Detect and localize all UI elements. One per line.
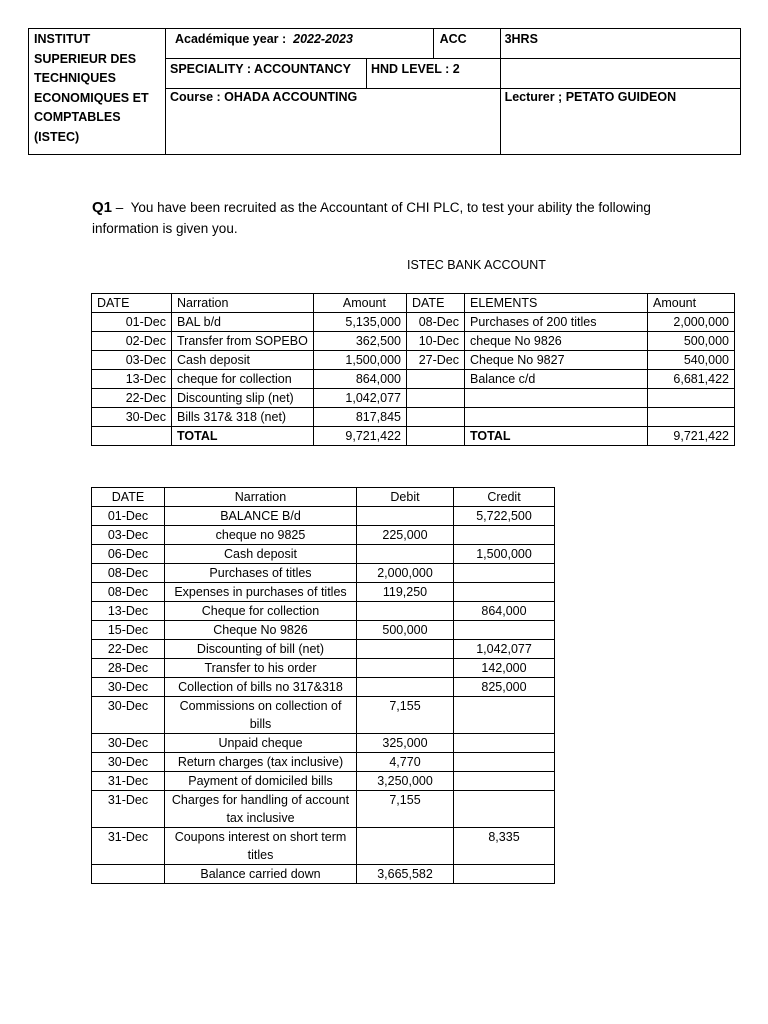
bank-cell: cheque for collection [172,370,314,389]
hnd-level-cell: HND LEVEL : 2 [367,59,501,89]
bank-cell: 500,000 [648,332,735,351]
academic-year-label: Académique year : [175,32,287,46]
statement-cell: Payment of domiciled bills [165,772,357,791]
bank-cell: 27-Dec [407,351,465,370]
table-row [92,351,735,370]
table-row [92,828,555,865]
bank-header-cell: DATE [92,294,172,313]
statement-cell [454,564,555,583]
statement-cell: 03-Dec [92,526,165,545]
bank-cell: Transfer from SOPEBO [172,332,314,351]
statement-header-cell: DATE [92,488,165,507]
table-row [92,678,555,697]
bank-cell [648,408,735,427]
table-row [92,734,555,753]
table-row [92,389,735,408]
bank-total-label: TOTAL [172,427,314,446]
table-row [92,332,735,351]
bank-header-cell: Narration [172,294,314,313]
statement-cell: 3,665,582 [357,865,454,884]
statement-cell: 28-Dec [92,659,165,678]
statement-cell [454,865,555,884]
statement-cell: 1,042,077 [454,640,555,659]
statement-cell [454,621,555,640]
bank-header-cell: Amount [314,294,407,313]
table-row [92,621,555,640]
bank-cell: 362,500 [314,332,407,351]
statement-cell [454,753,555,772]
academic-year-value: 2022-2023 [293,32,353,46]
statement-cell: 31-Dec [92,791,165,828]
bank-cell: 08-Dec [407,313,465,332]
statement-cell: 119,250 [357,583,454,602]
bank-cell [92,427,172,446]
bank-cell: Discounting slip (net) [172,389,314,408]
bank-cell: 03-Dec [92,351,172,370]
bank-cell: 13-Dec [92,370,172,389]
statement-cell [454,772,555,791]
bank-cell: cheque No 9826 [465,332,648,351]
bank-cell [648,389,735,408]
table-row [92,865,555,884]
table-row [92,640,555,659]
statement-cell: 06-Dec [92,545,165,564]
bank-cell: Bills 317& 318 (net) [172,408,314,427]
statement-cell [454,791,555,828]
statement-cell: 2,000,000 [357,564,454,583]
statement-cell: Unpaid cheque [165,734,357,753]
bank-cell: Cash deposit [172,351,314,370]
statement-cell: 30-Dec [92,753,165,772]
statement-cell [357,602,454,621]
statement-cell: 15-Dec [92,621,165,640]
bank-cell: 540,000 [648,351,735,370]
question-body: You have been recruited as the Accountant of CHI PLC, to test your ability the following information is given you. [92,200,651,236]
table-row [92,564,555,583]
table-row [92,753,555,772]
statement-cell: 500,000 [357,621,454,640]
table-row [92,408,735,427]
bank-cell [465,389,648,408]
statement-cell: Expenses in purchases of titles [165,583,357,602]
bank-account-title: ISTEC BANK ACCOUNT [407,258,546,272]
statement-cell: Balance carried down [165,865,357,884]
statement-cell [357,640,454,659]
statement-cell [454,526,555,545]
table-row [92,370,735,389]
statement-cell: 30-Dec [92,734,165,753]
acc-cell: ACC [433,29,500,59]
table-row [92,772,555,791]
duration-cell: 3HRS [500,29,740,59]
statement-cell [357,659,454,678]
lecturer-cell: Lecturer ; PETATO GUIDEON [500,89,740,155]
statement-cell: 13-Dec [92,602,165,621]
bank-cell: 6,681,422 [648,370,735,389]
statement-cell [454,697,555,734]
statement-cell: Cheque for collection [165,602,357,621]
bank-cell: 30-Dec [92,408,172,427]
bank-account-table [91,293,735,446]
statement-cell: 864,000 [454,602,555,621]
statement-cell: Collection of bills no 317&318 [165,678,357,697]
statement-cell: 225,000 [357,526,454,545]
statement-cell: 142,000 [454,659,555,678]
bank-cell: Cheque No 9827 [465,351,648,370]
statement-cell: cheque no 9825 [165,526,357,545]
bank-header-row [92,294,735,313]
statement-cell: Return charges (tax inclusive) [165,753,357,772]
statement-cell: 30-Dec [92,678,165,697]
question-dash: – [115,200,124,215]
statement-body [92,507,555,884]
statement-header-cell: Narration [165,488,357,507]
course-cell: Course : OHADA ACCOUNTING [166,89,501,155]
bank-cell: 2,000,000 [648,313,735,332]
statement-cell: Charges for handling of account tax inclusive [165,791,357,828]
statement-cell: 825,000 [454,678,555,697]
statement-cell: 7,155 [357,697,454,734]
bank-cell: 1,042,077 [314,389,407,408]
statement-cell: 1,500,000 [454,545,555,564]
statement-cell: Cash deposit [165,545,357,564]
bank-cell: 864,000 [314,370,407,389]
bank-cell: 817,845 [314,408,407,427]
table-row [92,791,555,828]
question-text-block [92,197,652,239]
bank-total-amount: 9,721,422 [648,427,735,446]
statement-header-cell: Credit [454,488,555,507]
statement-cell [357,507,454,526]
question-number: Q1 [92,199,113,216]
table-row [92,602,555,621]
bank-cell [407,389,465,408]
academic-year-cell [166,29,434,59]
statement-cell: 4,770 [357,753,454,772]
statement-cell: Coupons interest on short term titles [165,828,357,865]
statement-cell [357,828,454,865]
bank-statement-table [91,487,555,884]
bank-total-label: TOTAL [465,427,648,446]
bank-total-row [92,427,735,446]
bank-cell: 10-Dec [407,332,465,351]
statement-cell: 5,722,500 [454,507,555,526]
statement-cell: 325,000 [357,734,454,753]
bank-cell: Balance c/d [465,370,648,389]
statement-cell: 08-Dec [92,564,165,583]
statement-cell: 31-Dec [92,772,165,791]
table-row [92,313,735,332]
statement-cell: 7,155 [357,791,454,828]
bank-cell: 02-Dec [92,332,172,351]
bank-cell: 01-Dec [92,313,172,332]
statement-cell: 3,250,000 [357,772,454,791]
bank-cell: Purchases of 200 titles [465,313,648,332]
statement-cell [92,865,165,884]
header-table [28,28,741,155]
statement-cell: 8,335 [454,828,555,865]
bank-cell: BAL b/d [172,313,314,332]
statement-cell: Transfer to his order [165,659,357,678]
bank-cell [407,408,465,427]
table-row [92,583,555,602]
statement-header-cell: Debit [357,488,454,507]
statement-cell [357,545,454,564]
statement-cell: 30-Dec [92,697,165,734]
bank-cell: 5,135,000 [314,313,407,332]
statement-cell [454,583,555,602]
statement-cell [357,678,454,697]
statement-cell: 22-Dec [92,640,165,659]
statement-cell: Cheque No 9826 [165,621,357,640]
speciality-cell: SPECIALITY : ACCOUNTANCY [166,59,367,89]
statement-header-row [92,488,555,507]
table-row [92,697,555,734]
bank-cell: 1,500,000 [314,351,407,370]
table-row [92,545,555,564]
table-row [92,507,555,526]
statement-cell: 08-Dec [92,583,165,602]
bank-cell: 22-Dec [92,389,172,408]
bank-header-cell: Amount [648,294,735,313]
statement-cell: BALANCE B/d [165,507,357,526]
institution-name: INSTITUT SUPERIEUR DES TECHNIQUES ECONOMIQUES ET COMPTABLES (ISTEC) [29,29,166,155]
bank-total-amount: 9,721,422 [314,427,407,446]
statement-cell: 01-Dec [92,507,165,526]
bank-header-cell: DATE [407,294,465,313]
bank-cell [465,408,648,427]
empty-header-cell [500,59,740,89]
statement-cell: Discounting of bill (net) [165,640,357,659]
statement-cell: Commissions on collection of bills [165,697,357,734]
bank-header-cell: ELEMENTS [465,294,648,313]
bank-cell [407,370,465,389]
table-row [92,526,555,545]
statement-cell [454,734,555,753]
statement-cell: Purchases of titles [165,564,357,583]
statement-cell: 31-Dec [92,828,165,865]
table-row [92,659,555,678]
bank-cell [407,427,465,446]
